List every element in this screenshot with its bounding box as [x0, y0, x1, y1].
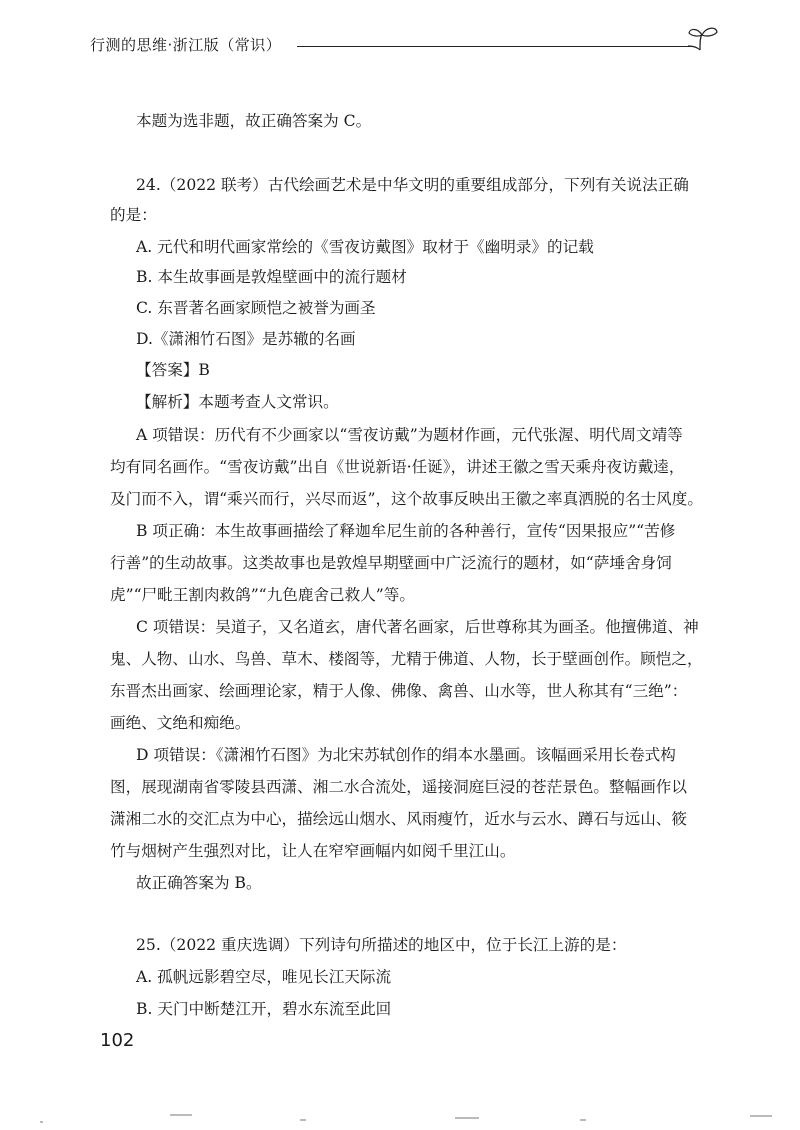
analysis-a-line: 均有同名画作。“雪夜访戴”出自《世说新语·任诞》，讲述王徽之雪天乘舟夜访戴逵， — [110, 458, 685, 476]
analysis-d-line: 竹与烟树产生强烈对比，让人在窄窄画幅内如阅千里江山。 — [110, 842, 516, 860]
option-c: C. 东晋著名画家顾恺之被誉为画圣 — [136, 299, 376, 317]
analysis-c-line: 画绝、文绝和痴绝。 — [110, 714, 251, 732]
scan-artifacts — [0, 1100, 800, 1130]
previous-answer-conclusion: 本题为选非题，故正确答案为 C。 — [136, 112, 372, 130]
question-24-stem-continued: 的是： — [110, 206, 157, 224]
analysis-b-line: 虎”“尸毗王割肉救鸽”“九色鹿舍己救人”等。 — [110, 586, 415, 604]
question-25-stem: 25.（2022 重庆选调）下列诗句所描述的地区中，位于长江上游的是： — [136, 936, 627, 954]
option-d: D.《潇湘竹石图》是苏辙的名画 — [136, 330, 356, 348]
header-title: 行测的思维·浙江版（常识） — [90, 36, 282, 54]
analysis-b-line: B 项正确：本生故事画描绘了释迦牟尼生前的各种善行，宣传“因果报应”“苦修 — [136, 522, 676, 540]
analysis-d-line: 图，展现湖南省零陵县西潇、湘二水合流处，遥接洞庭巨浸的苍茫景色。整幅画作以 — [110, 778, 687, 796]
option-a: A. 元代和明代画家常绘的《雪夜访戴图》取材于《幽明录》的记载 — [136, 238, 594, 256]
analysis-d-line: 潇湘二水的交汇点为中心，描绘远山烟水、风雨瘦竹，近水与云水、蹲石与远山、筱 — [110, 810, 687, 828]
final-answer-line: 故正确答案为 B。 — [136, 874, 262, 892]
answer-line: 【答案】B — [136, 361, 210, 379]
analysis-d-line: D 项错误：《潇湘竹石图》为北宋苏轼创作的绢本水墨画。该幅画采用长卷式构 — [136, 746, 676, 764]
analysis-a-line: A 项错误：历代有不少画家以“雪夜访戴”为题材作画，元代张渥、明代周文靖等 — [136, 426, 683, 444]
page-number: 102 — [100, 1030, 135, 1051]
analysis-c-line: 鬼、人物、山水、鸟兽、草木、楼阁等，尤精于佛道、人物，长于壁画创作。顾恺之， — [110, 650, 703, 668]
running-header — [90, 30, 715, 60]
q25-option-a: A. 孤帆远影碧空尽，唯见长江天际流 — [136, 968, 392, 986]
analysis-c-line: C 项错误：吴道子，又名道玄，唐代著名画家，后世尊称其为画圣。他擅佛道、神 — [136, 618, 699, 636]
analysis-intro: 【解析】本题考查人文常识。 — [136, 393, 339, 411]
option-b: B. 本生故事画是敦煌壁画中的流行题材 — [136, 268, 407, 286]
analysis-b-line: 行善”的生动故事。这类故事也是敦煌早期壁画中广泛流行的题材，如“萨埵舍身饲 — [110, 554, 672, 572]
analysis-a-line: 及门而不入，谓“乘兴而行，兴尽而返”，这个故事反映出王徽之率真洒脱的名士风度。 — [110, 490, 703, 508]
question-24-stem: 24.（2022 联考）古代绘画艺术是中华文明的重要组成部分，下列有关说法正确 — [136, 176, 689, 194]
analysis-c-line: 东晋杰出画家、绘画理论家，精于人像、佛像、禽兽、山水等，世人称其有“三绝”： — [110, 682, 688, 700]
sprout-icon — [686, 24, 720, 54]
header-rule — [297, 46, 692, 47]
q25-option-b: B. 天门中断楚江开，碧水东流至此回 — [136, 1000, 392, 1018]
